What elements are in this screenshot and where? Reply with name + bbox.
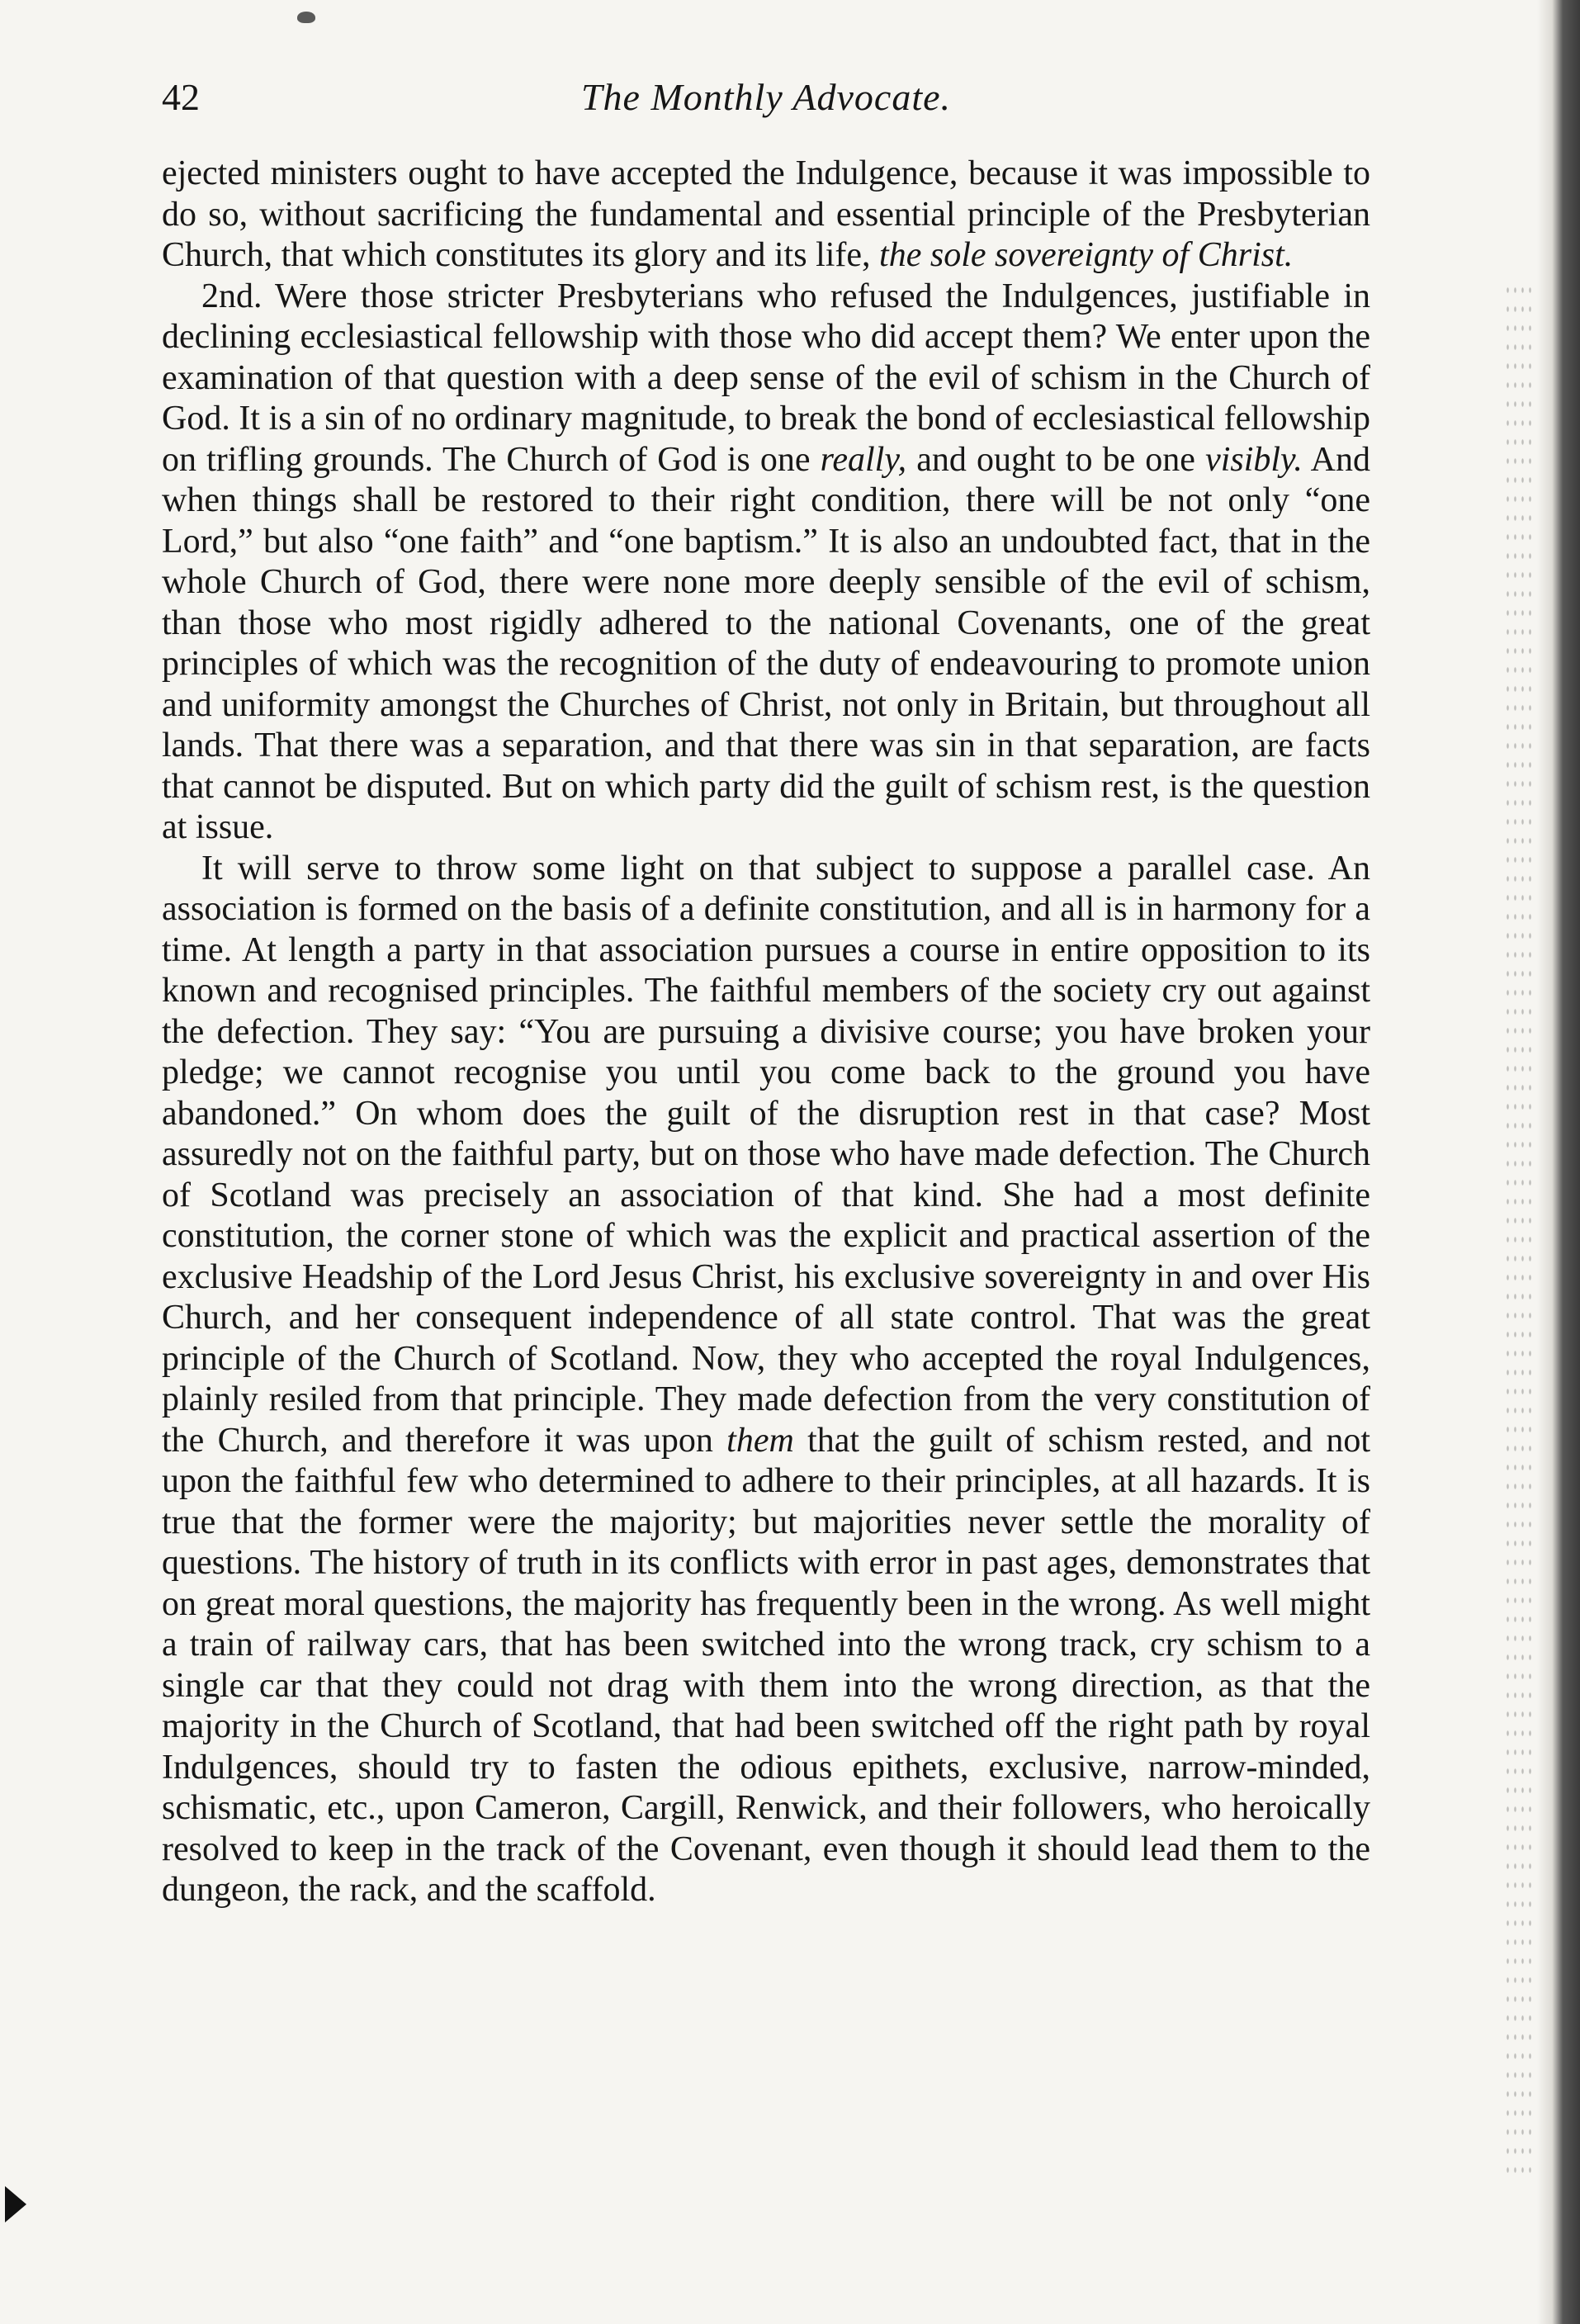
text-run: 2nd. Were those stricter Presbyterians who refused the Indulgences, justifiable in declining ecclesiastical fellowship with those who did accept them? We enter upon the examination of that question with a deep sense of the evil of schism in the Church of God. It is a sin of no ordinary magnitude, to break the bond of ecclesiastical fellowship on trifling grounds. The Church of God is one xyxy=(162,277,1370,479)
paragraph xyxy=(162,849,1370,1911)
italic-text: them xyxy=(726,1421,794,1460)
page-turn-arrow-icon xyxy=(5,2186,26,2222)
text-run: And when things shall be restored to their right condition, there will be not only “one Lord,” but also “one faith” and “one baptism.” It is also an undoubted fact, that in the whole Church of God, there were none more deeply sensible of the evil of schism, than those who most rigidly adhered to the national Covenants, one of the great principles of which was the recognition of the duty of endeavouring to promote union and uniformity amongst the Churches of Christ, not only in Britain, but throughout all lands. That there was a separation, and that there was sin in that separation, are facts that cannot be disputed. But on which party did the guilt of schism rest, is the question at issue. xyxy=(162,440,1371,846)
paragraph xyxy=(162,154,1370,277)
article-body xyxy=(162,154,1370,1911)
italic-text: the sole sovereignty of Christ. xyxy=(879,236,1294,274)
text-run: that the guilt of schism rested, and not upon the faithful few who determined to adhere to their principles, at all hazards. It is true that the former were the majority; but majorities never settle the morality of questions. The history of truth in its conflicts with error in past ages, demonstrates that on great moral questions, the majority has frequently been in the wrong. As well might a train of railway cars, that has been switched into the wrong track, cry schism to a single car that they could not drag with them into the wrong direction, as that the majority in the Church of Scotland, that had been switched off the right path by royal Indulgences, should try to fasten the odious epithets, exclusive, narrow-minded, schismatic, etc., upon Cameron, Cargill, Renwick, and their followers, who heroically resolved to keep in the track of the Covenant, even though it should lead them to the dungeon, the rack, and the scaffold. xyxy=(162,1421,1370,1909)
italic-text: really, xyxy=(820,440,907,479)
scan-binding-edge xyxy=(1537,0,1580,2324)
text-run: It will serve to throw some light on that subject to suppose a parallel case. An association is formed on the basis of a definite constitution, and all is in harmony for a time. At length a party in that association pursues a course in entire opposition to its known and recognised principles. The faithful members of the society cry out against the defection. They say: “You are pursuing a divisive course; you have broken your pledge; we cannot recognise you until you come back to the ground you have abandoned.” On whom does the guilt of the disruption rest in that case? Most assuredly not on the faithful party, but on those who have made defection. The Church of Scotland was precisely an association of that kind. She had a most definite constitution, the corner stone of which was the explicit and practical assertion of the exclusive Headship of the Lord Jesus Christ, his exclusive sovereignty in and over His Church, and her consequent independence of all state control. That was the great principle of the Church of Scotland. Now, they who accepted the royal Indulgences, plainly resiled from that principle. They made defection from the very constitution of the Church, and therefore it was upon xyxy=(162,849,1370,1460)
page-number: 42 xyxy=(162,76,200,118)
paragraph xyxy=(162,277,1370,849)
text-run: and ought to be one xyxy=(906,440,1206,479)
italic-text: visibly. xyxy=(1205,440,1303,479)
page-header xyxy=(162,73,1370,130)
running-title: The Monthly Advocate. xyxy=(580,76,952,118)
ink-smudge xyxy=(297,12,315,23)
scan-edge-noise xyxy=(1504,281,1534,2180)
text-run: ejected ministers ought to have accepted the Indulgence, because it was impossible to do so, without sacrificing the fundamental and essential principle of the Presbyterian Church, that which constitutes its glory and its life, xyxy=(162,154,1370,274)
